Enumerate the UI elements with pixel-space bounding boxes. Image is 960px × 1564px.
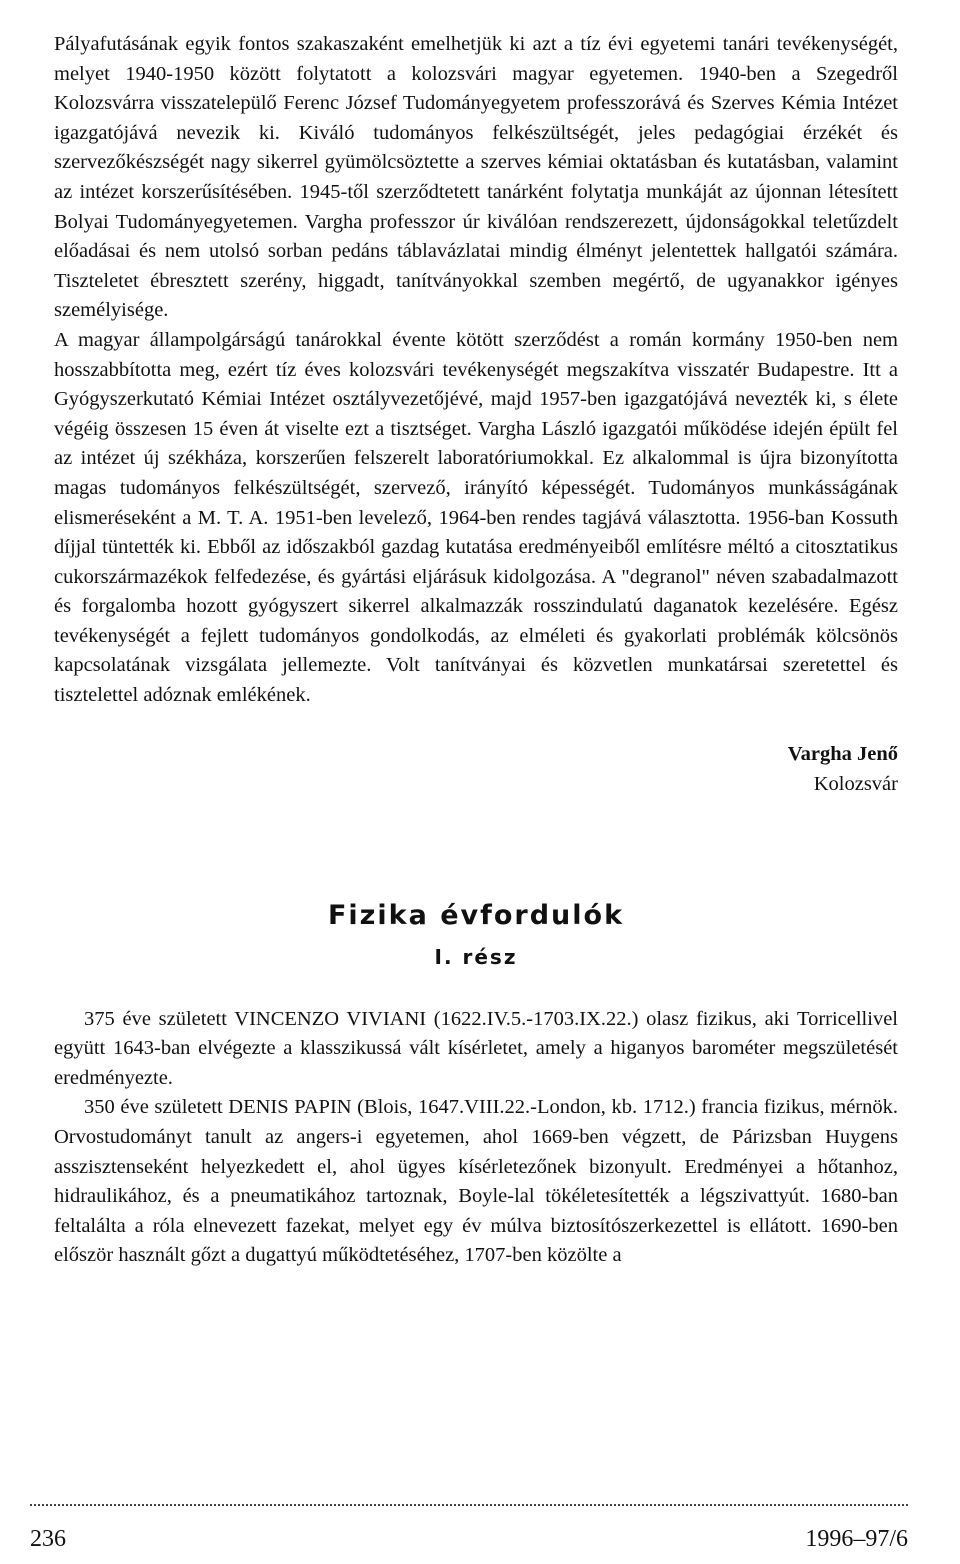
article-paragraph-1: Pályafutásának egyik fontos szakaszaként emelhetjük ki azt a tíz évi egyetemi tanári tevékenységét, melyet 1940-1950 között folytatott a kolozsvári magyar egyetemen. 1940-ben a Szegedről Kolozsvárra visszatelepülő Ferenc József Tudományegyetem professzorává és Szerves Kémia Intézet igazgatójává nevezik ki. Kiváló tudományos felkészültségét, jeles pedagógiai érzékét és szervezőkészségét nagy sikerrel gyümölcsöztette a szerves kémiai oktatásban és kutatásban, valamint az intézet korszerűsítésében. 1945-től szerződtetett tanárként folytatja munkáját az újonnan létesített Bolyai Tudományegyetemen. Vargha professzor úr kiválóan rendszerezett, újdonságokkal teletűzdelt előadásai és nem utolsó sorban pedáns táblavázlatai mindig élményt jelentettek hallgatói számára. Tiszteletet ébresztett szerény, higgadt, tanítványokkal szemben megértő, de ugyanakkor igényes személyisége. xyxy=(54,33,898,322)
footer-divider xyxy=(30,1504,908,1506)
signature-block xyxy=(54,739,898,799)
anniversary-entry-viviani: 375 éve született VINCENZO VIVIANI (1622.IV.5.-1703.IX.22.) olasz fizikus, aki Torricellivel együtt 1643-ban elvégezte a klasszikussá vált kísérletet, amely a higanyos barométer megszületését eredményezte. xyxy=(54,1007,898,1089)
section-subtitle: I. rész xyxy=(434,944,518,969)
author-name: Vargha Jenő xyxy=(787,742,898,765)
author-location: Kolozsvár xyxy=(813,772,898,795)
page-footer xyxy=(30,1524,908,1554)
page-number: 236 xyxy=(30,1526,66,1552)
anniversary-list xyxy=(54,1005,898,1271)
article-paragraph-2: A magyar állampolgárságú tanárokkal évente kötött szerződést a román kormány 1950-ben nem hosszabbította meg, ezért tíz éves kolozsvári tevékenységét megszakítva visszatér Budapestre. Itt a Gyógyszerkutató Kémiai Intézet osztályvezetőjévé, majd 1957-ben igazgatójává nevezték ki, s élete végéig összesen 15 éven át viselte ezt a tisztséget. Vargha László igazgatói működése idején épült fel az intézet új székháza, korszerűen felszerelt laboratóriumokkal. Ez alkalommal is újra bizonyította magas tudományos felkészültségét, szervező, irányító képességét. Tudományos munkásságának elismeréseként a M. T. A. 1951-ben levelező, 1964-ben rendes tagjává választotta. 1956-ban Kossuth díjjal tüntették ki. Ebből az időszakból gazdag kutatása eredményeiből említésre méltó a citosztatikus cukorszármazékok felfedezése, és gyártási eljárásuk kidolgozása. A "degranol" néven szabadalmazott és forgalomba hozott gyógyszert sikerrel alkalmazzák rosszindulatú daganatok kezelésére. Egész tevékenységét a fejlett tudományos gondolkodás, az elméleti és gyakorlati problémák kölcsönös kapcsolatának vizsgálata jellemezte. Volt tanítványai és közvetlen munkatársai szeretettel és tisztelettel adóznak emlékének. xyxy=(54,328,898,707)
issue-number: 1996–97/6 xyxy=(805,1526,908,1552)
section-title: Fizika évfordulók xyxy=(327,899,625,931)
anniversary-entry-papin: 350 éve született DENIS PAPIN (Blois, 1647.VIII.22.-London, kb. 1712.) francia fizikus, mérnök. Orvostudományt tanult az angers-i egyetemen, ahol 1669-ben végzett, de Párizsban Huygens asszisztenseként helyezkedett el, ahol ügyes kísérletezőnek bizonyult. Eredményei a hőtanhoz, hidraulikához, és a pneumatikához tartoznak, Boyle-lal tökéletesítették a légszivattyút. 1680-ban feltalálta a róla elnevezett fazekat, melyet egy év múlva biztosítószerkezettel is ellátott. 1690-ben először használt gőzt a dugattyú működtetéséhez, 1707-ben közölte a xyxy=(54,1096,898,1267)
